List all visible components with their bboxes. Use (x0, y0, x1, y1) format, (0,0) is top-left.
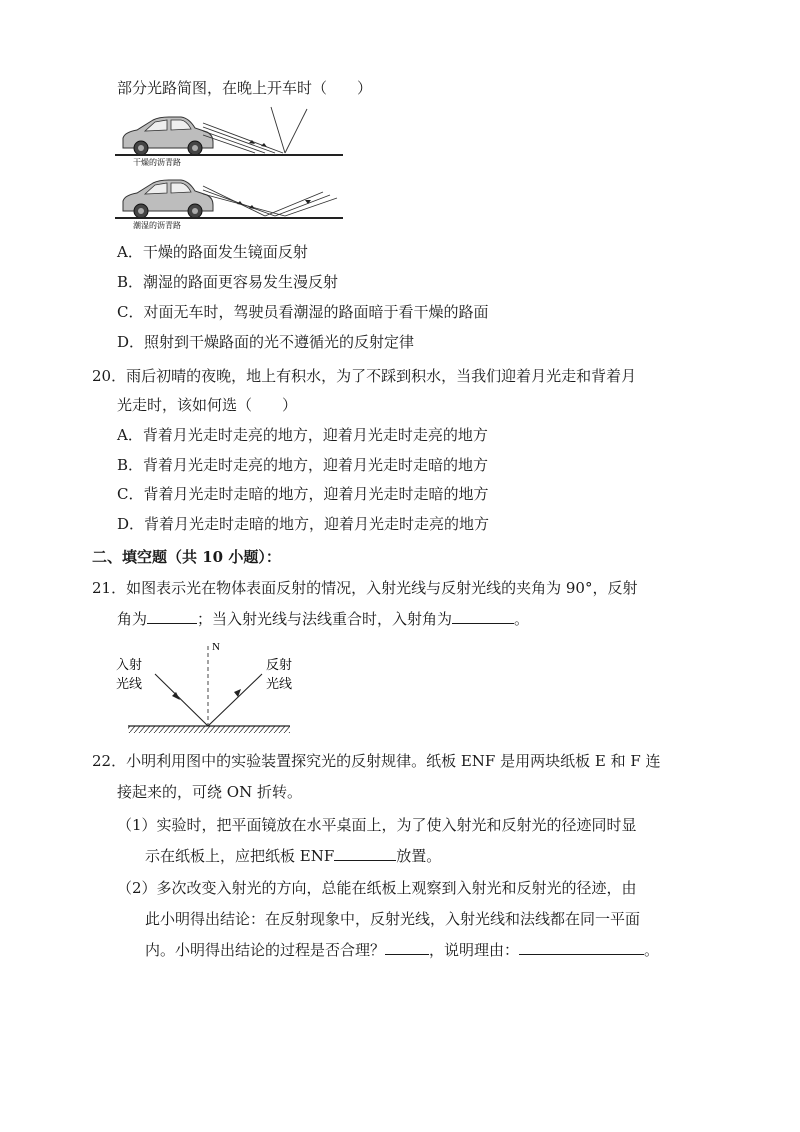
q19-option-a: A．干燥的路面发生镜面反射 (117, 243, 308, 261)
q22-part2-text-b: ，说明理由： (429, 941, 520, 959)
q20-option-a: A．背着月光走时走亮的地方，迎着月光走时走亮的地方 (117, 426, 488, 444)
reflection-diagram (110, 636, 300, 736)
q21-text-line1: 21．如图表示光在物体表面反射的情况，入射光线与反射光线的夹角为 90°，反射 (92, 579, 638, 597)
incident-label-line2: 光线 (116, 677, 143, 692)
q19-option-c: C．对面无车时，驾驶员看潮湿的路面暗于看干燥的路面 (117, 303, 489, 321)
normal-label: N (212, 641, 220, 653)
q20-text-line2: 光走时，该如何选（ ） (117, 396, 298, 414)
q19-option-d: D．照射到干燥路面的光不遵循光的反射定律 (117, 333, 415, 351)
q20-text-line1: 20．雨后初晴的夜晚，地上有积水，为了不踩到积水，当我们迎着月光走和背着月 (92, 367, 637, 385)
q20-option-c: C．背着月光走时走暗的地方，迎着月光走时走暗的地方 (117, 485, 489, 503)
q20-option-d: D．背着月光走时走暗的地方，迎着月光走时走亮的地方 (117, 515, 490, 533)
q22-part2-line2: 此小明得出结论：在反射现象中，反射光线，入射光线和法线都在同一平面 (145, 910, 641, 928)
q22-part2-line3 (145, 940, 659, 960)
q22-text-line2: 接起来的，可绕 ON 折转。 (117, 783, 302, 801)
q21-text-a: 角为 (117, 610, 148, 628)
q22-blank-placement[interactable] (334, 846, 396, 861)
dry-road-scene (115, 107, 343, 155)
wet-road-caption: 潮湿的沥青路 (133, 221, 181, 230)
section-heading: 二、填空题（共 10 小题）： (92, 548, 281, 566)
q22-blank-reason[interactable] (519, 940, 644, 955)
q22-part2-line1: （2）多次改变入射光的方向，总能在纸板上观察到入射光和反射光的径迹，由 (117, 879, 637, 897)
road-reflection-figure (115, 105, 345, 230)
reflected-label-line1: 反射 (266, 658, 293, 673)
q20-option-b: B．背着月光走时走亮的地方，迎着月光走时走暗的地方 (117, 456, 489, 474)
reflected-ray (208, 674, 262, 726)
q21-text-line2 (117, 609, 529, 629)
q19-intro: 部分光路简图，在晚上开车时（ ） (117, 79, 373, 97)
q22-blank-reasonable[interactable] (385, 940, 429, 955)
q21-blank-reflection-angle[interactable] (147, 609, 197, 624)
q22-part1-line2 (145, 846, 441, 866)
q21-blank-incidence-angle[interactable] (452, 609, 514, 624)
dry-road-caption: 干燥的沥青路 (133, 158, 181, 167)
car-icon (123, 180, 213, 218)
incident-ray (155, 674, 208, 726)
q22-text-line1: 22．小明利用图中的实验装置探究光的反射规律。纸板 ENF 是用两块纸板 E 和 F 连 (92, 752, 661, 770)
wet-road-scene (115, 180, 343, 218)
mirror-hatching (128, 726, 290, 733)
q22-part1-text-a: 示在纸板上，应把纸板 ENF (145, 847, 335, 865)
q22-part2-text-a: 内。小明得出结论的过程是否合理？ (145, 941, 386, 959)
q21-text-b: ；当入射光线与法线重合时，入射角为 (197, 610, 453, 628)
q21-text-c: 。 (514, 610, 530, 628)
incident-arrow-icon (172, 692, 180, 700)
reflected-label-line2: 光线 (266, 677, 293, 692)
q19-option-b: B．潮湿的路面更容易发生漫反射 (117, 273, 339, 291)
q22-part1-line1: （1）实验时，把平面镜放在水平桌面上，为了使入射光和反射光的径迹同时显 (117, 816, 637, 834)
q22-part2-text-c: 。 (644, 941, 660, 959)
q22-part1-text-b: 放置。 (396, 847, 442, 865)
car-icon (123, 117, 213, 155)
incident-label-line1: 入射 (116, 658, 143, 673)
